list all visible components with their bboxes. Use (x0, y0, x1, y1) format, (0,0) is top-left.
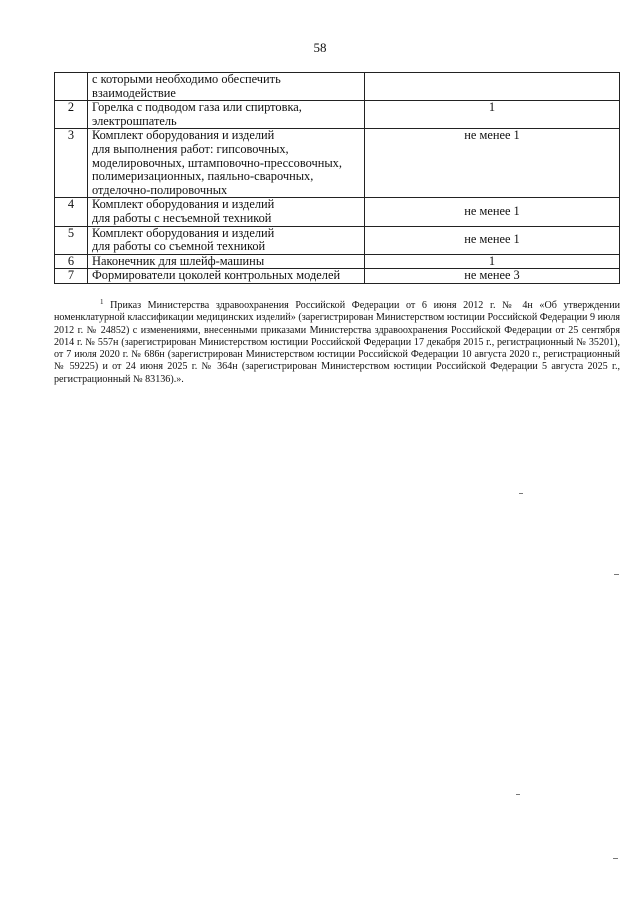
row-number: 3 (55, 129, 88, 198)
row-number: 6 (55, 254, 88, 269)
scan-speck (519, 493, 523, 494)
row-name-line: Наконечник для шлейф-машины (92, 253, 265, 268)
table-row (55, 269, 620, 284)
row-name-line: моделировочных, штамповочно-прессовочных, (92, 155, 342, 170)
row-quantity: не менее 1 (365, 129, 620, 198)
row-name (88, 101, 365, 129)
table-row (55, 129, 620, 198)
row-name-line: отделочно-полировочных (92, 182, 228, 197)
table-row (55, 101, 620, 129)
row-name-line: электрошпатель (92, 113, 177, 128)
row-name (88, 254, 365, 269)
row-name-line: взаимодействие (92, 85, 176, 100)
row-name (88, 129, 365, 198)
row-number: 4 (55, 198, 88, 226)
row-number: 2 (55, 101, 88, 129)
row-name-line: Комплект оборудования и изделий (92, 197, 275, 212)
row-quantity: не менее 1 (365, 226, 620, 254)
footnote-text: Приказ Министерства здравоохранения Российской Федерации от 6 июня 2012 г. № 4н «Об утверждении номенклатурной классификации медицинских изделий» (зарегистрирован Министерством юстиции Российской Федерации 9 июля 2012 г. № 24852) с изменениями, внесенными приказами Министерства здравоохранения Российской Федерации от 25 сентября 2014 г. № 557н (зарегистрирован Министерством юстиции Российской Федерации 17 декабря 2015 г., регистрационный № 35201), от 7 июля 2020 г. № 686н (зарегистрирован Министерством юстиции Российской Федерации 10 августа 2020 г., регистрационный № 59225) и от 24 июня 2025 г. № 364н (зарегистрирован Министерством юстиции Российской Федерации 5 августа 2025 г., регистрационный № 83136).». (54, 300, 620, 385)
row-quantity (365, 73, 620, 101)
row-name (88, 269, 365, 284)
row-number (55, 73, 88, 101)
table-row (55, 254, 620, 269)
row-name (88, 198, 365, 226)
row-quantity: не менее 3 (365, 269, 620, 284)
footnote-marker: 1 (100, 298, 104, 306)
row-name-line: для работы со съемной техникой (92, 239, 266, 254)
row-name-line: Комплект оборудования и изделий (92, 128, 275, 143)
row-number: 7 (55, 269, 88, 284)
equipment-table (54, 72, 620, 284)
table-row (55, 226, 620, 254)
row-name-line: Комплект оборудования и изделий (92, 225, 275, 240)
row-quantity: 1 (365, 101, 620, 129)
scan-speck (613, 858, 618, 859)
row-name (88, 226, 365, 254)
row-name-line: Горелка с подводом газа или спиртовка, (92, 100, 302, 115)
row-name-line: для выполнения работ: гипсовочных, (92, 141, 289, 156)
scan-speck (516, 794, 520, 795)
scan-speck (614, 574, 619, 575)
row-name-line: с которыми необходимо обеспечить (92, 72, 281, 86)
row-quantity: не менее 1 (365, 198, 620, 226)
row-quantity: 1 (365, 254, 620, 269)
table-row (55, 73, 620, 101)
row-name-line: Формирователи цоколей контрольных моделей (92, 268, 341, 283)
table-row (55, 198, 620, 226)
row-number: 5 (55, 226, 88, 254)
row-name-line: полимеризационных, паяльно-сварочных, (92, 169, 314, 184)
row-name-line: для работы с несъемной техникой (92, 210, 272, 225)
footnote (54, 300, 620, 386)
page-number: 58 (313, 40, 327, 55)
row-name (88, 73, 365, 101)
